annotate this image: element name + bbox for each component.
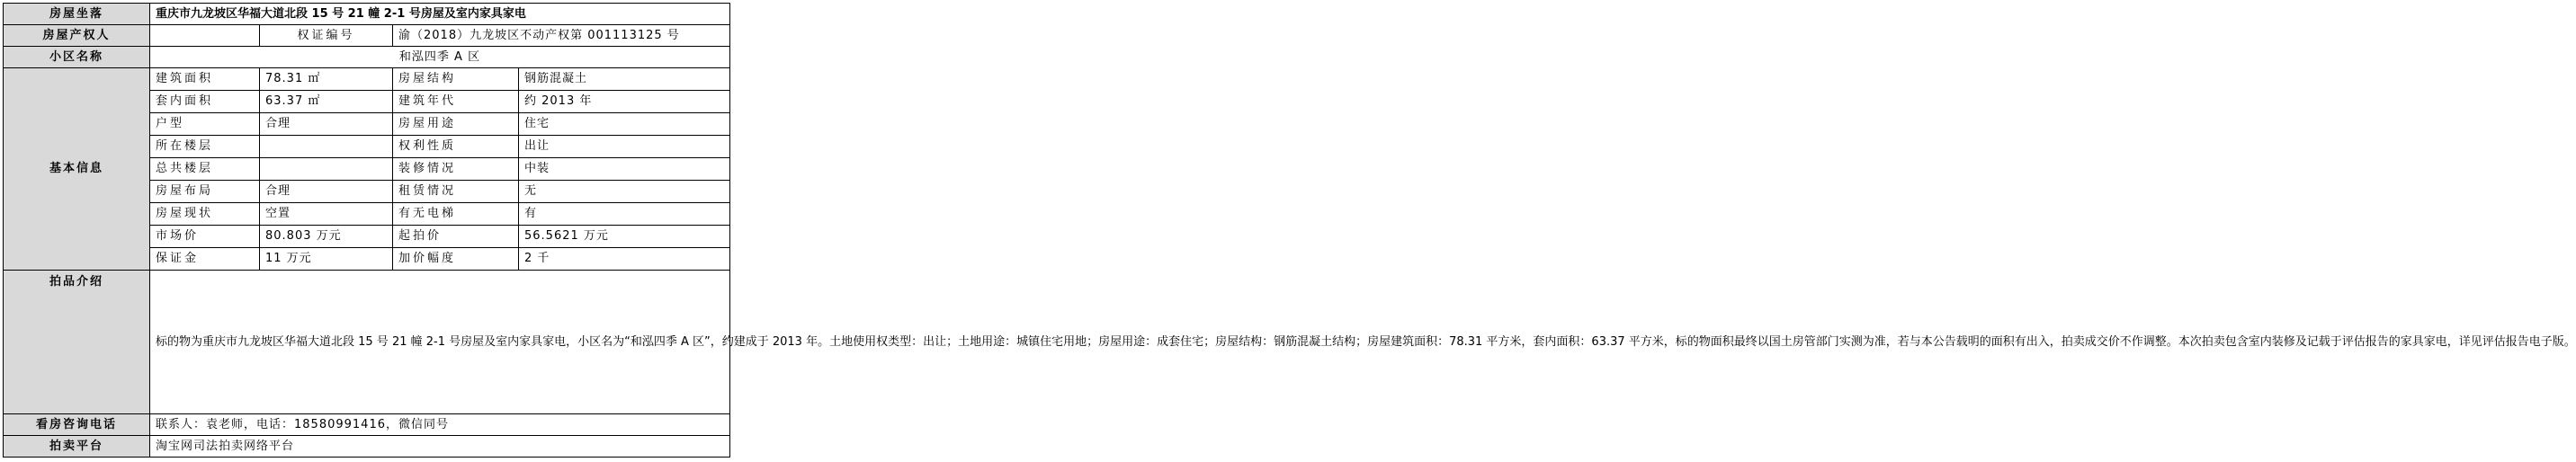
basic-key: 起拍价 [393, 226, 519, 248]
basic-value [260, 158, 393, 181]
row-location [4, 4, 730, 25]
basic-key: 建筑面积 [150, 68, 260, 91]
basic-key: 房屋布局 [150, 181, 260, 203]
cert-value: 渝（2018）九龙坡区不动产权第 001113125 号 [393, 25, 730, 47]
basic-key: 装修情况 [393, 158, 519, 181]
basic-key: 所在楼层 [150, 136, 260, 158]
intro-description: 标的物为重庆市九龙坡区华福大道北段 15 号 21 幢 2-1 号房屋及室内家具家电，小区名为“和泓四季 A 区”，约建成于 2013 年。土地使用权类型：出让；土地用途：城镇住宅用地；房屋用途：成套住宅；房屋结构：钢筋混凝土结构；房屋建筑面积：78.31 平方米，套内面积：63.37 平方米，标的物面积最终以国土房管部门实测为准，若与本公告载明的面积有出入，拍卖成交价不作调整。本次拍卖包含室内装修及记载于评估报告的家具家电，详见评估报告电子版。 [150, 271, 730, 414]
basic-key: 套内面积 [150, 91, 260, 113]
basic-key: 权利性质 [393, 136, 519, 158]
row-owner [4, 25, 730, 47]
basic-value: 80.803 万元 [260, 226, 393, 248]
basic-value: 出让 [519, 136, 730, 158]
property-info-table [3, 3, 2576, 458]
row-basic-0 [4, 68, 730, 91]
basic-key: 房屋用途 [393, 113, 519, 136]
community-value: 和泓四季 A 区 [150, 47, 730, 68]
row-community [4, 47, 730, 68]
platform-value: 淘宝网司法拍卖网络平台 [150, 436, 730, 458]
basic-key: 加价幅度 [393, 248, 519, 271]
cert-label: 权证编号 [260, 25, 393, 47]
basic-value [260, 136, 393, 158]
basic-value: 78.31 ㎡ [260, 68, 393, 91]
basic-value: 有 [519, 203, 730, 226]
basic-value: 2 千 [519, 248, 730, 271]
row-phone [4, 414, 730, 436]
basic-value: 约 2013 年 [519, 91, 730, 113]
basic-value: 56.5621 万元 [519, 226, 730, 248]
basic-key: 房屋现状 [150, 203, 260, 226]
owner-value [150, 25, 260, 47]
intro-label: 拍品介绍 [4, 271, 150, 414]
basic-value: 钢筋混凝土 [519, 68, 730, 91]
basic-key: 建筑年代 [393, 91, 519, 113]
location-value: 重庆市九龙坡区华福大道北段 15 号 21 幢 2-1 号房屋及室内家具家电 [150, 4, 730, 25]
phone-value: 联系人：袁老师，电话：18580991416，微信同号 [150, 414, 730, 436]
basic-value: 11 万元 [260, 248, 393, 271]
basic-key: 市场价 [150, 226, 260, 248]
owner-label: 房屋产权人 [4, 25, 150, 47]
phone-label: 看房咨询电话 [4, 414, 150, 436]
basic-value: 中装 [519, 158, 730, 181]
basic-key: 租赁情况 [393, 181, 519, 203]
basic-value: 无 [519, 181, 730, 203]
row-intro [4, 271, 730, 414]
row-platform [4, 436, 730, 458]
basic-value: 空置 [260, 203, 393, 226]
basic-value: 63.37 ㎡ [260, 91, 393, 113]
platform-label: 拍卖平台 [4, 436, 150, 458]
basic-key: 总共楼层 [150, 158, 260, 181]
community-label: 小区名称 [4, 47, 150, 68]
basic-key: 有无电梯 [393, 203, 519, 226]
location-label: 房屋坐落 [4, 4, 150, 25]
basic-value: 合理 [260, 113, 393, 136]
basic-value: 合理 [260, 181, 393, 203]
basic-value: 住宅 [519, 113, 730, 136]
basic-key: 房屋结构 [393, 68, 519, 91]
basic-key: 户型 [150, 113, 260, 136]
basic-key: 保证金 [150, 248, 260, 271]
basic-info-label: 基本信息 [4, 68, 150, 271]
